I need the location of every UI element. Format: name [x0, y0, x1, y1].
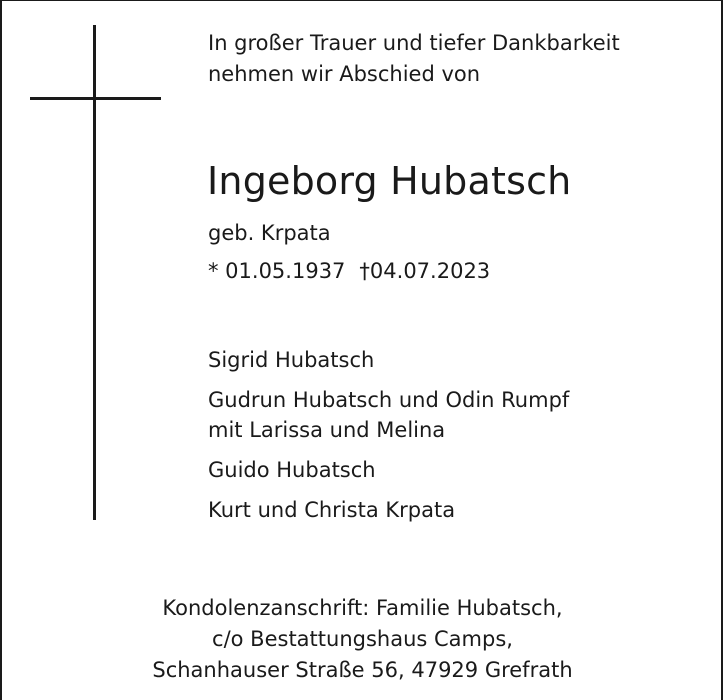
- family-member-line: mit Larissa und Melina: [208, 418, 446, 442]
- family-member: [208, 495, 569, 525]
- family-member: [208, 455, 569, 485]
- condolence-line: c/o Bestattungshaus Camps,: [212, 627, 513, 651]
- family-member-line: Sigrid Hubatsch: [208, 348, 375, 372]
- family-member: [208, 345, 569, 375]
- intro-text: [208, 28, 620, 90]
- condolence-line: Schanhauser Straße 56, 47929 Grefrath: [152, 658, 573, 682]
- condolence-line: Kondolenzanschrift: Familie Hubatsch,: [162, 596, 563, 620]
- cross-icon-horizontal: [30, 97, 161, 100]
- birth-date: * 01.05.1937: [208, 259, 346, 283]
- intro-line: nehmen wir Abschied von: [208, 62, 481, 86]
- deceased-name: Ingeborg Hubatsch: [207, 159, 572, 203]
- family-list: [208, 345, 569, 535]
- family-member-line: Gudrun Hubatsch und Odin Rumpf: [208, 388, 570, 412]
- life-dates: [208, 256, 490, 286]
- birth-name: geb. Krpata: [208, 221, 331, 245]
- family-member-line: Guido Hubatsch: [208, 458, 376, 482]
- condolence-address: [0, 593, 725, 686]
- family-member-line: Kurt und Christa Krpata: [208, 498, 456, 522]
- family-member: [208, 385, 569, 445]
- death-date: †04.07.2023: [359, 259, 491, 283]
- intro-line: In großer Trauer und tiefer Dankbarkeit: [208, 31, 620, 55]
